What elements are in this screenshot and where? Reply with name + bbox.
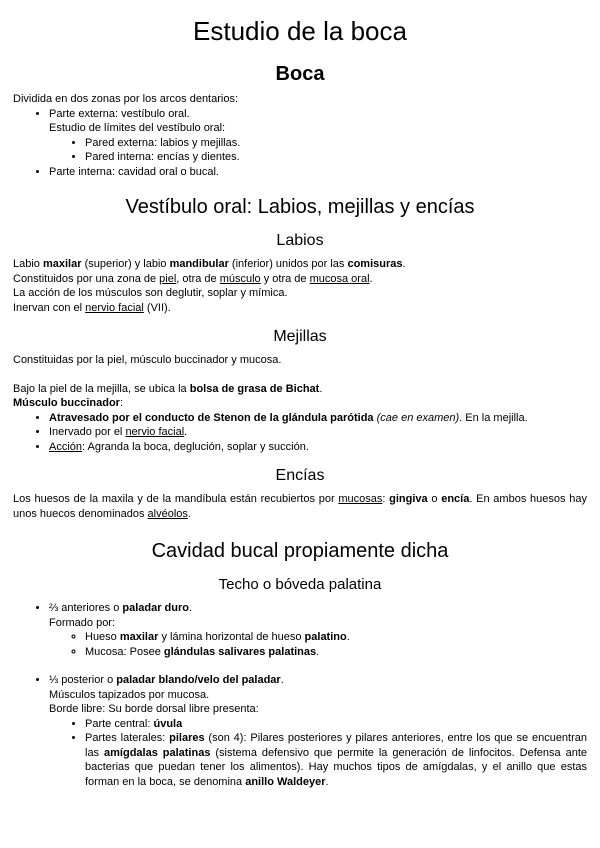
list-item: • Partes laterales: pilares (son 4): Pilares posteriores y pilares anteriores, entre los que se encuentran las amígdalas palatinas (sistema defensivo que permite la generación de linfocitos. Defensa ante bacterias que puedan tener los alimentos). Hay muchos tipos de amígdalas, y el anillo que estas forman en la boca, se denomina anillo Waldeyer. — [85, 731, 587, 789]
list-item: ◦ Mucosa: Posee glándulas salivares palatinas. — [85, 645, 587, 660]
list-item-subtext: Músculos tapizados por mucosa. — [49, 688, 210, 701]
subsection-heading-encias: Encías — [275, 467, 325, 484]
paladar-duro-sublist — [49, 630, 587, 659]
subsection-heading-techo: Techo o bóveda palatina — [218, 576, 382, 593]
section-heading-vestibulo: Vestíbulo oral: Labios, mejillas y encías — [125, 196, 475, 218]
labios-line-2: Constituidos por una zona de piel, otra de músculo y otra de mucosa oral. — [13, 272, 373, 285]
section-heading-cavidad: Cavidad bucal propiamente dicha — [151, 540, 449, 562]
techo-list-1 — [13, 601, 587, 659]
boca-intro: Dividida en dos zonas por los arcos dentarios: — [13, 93, 239, 105]
list-item-subtext: Borde libre: Su borde dorsal libre presenta: — [49, 703, 259, 715]
buccinador-list — [13, 411, 587, 455]
subsection-heading-labios: Labios — [276, 232, 324, 249]
labios-line-1: Labio maxilar (superior) y labio mandibular (inferior) unidos por las comisuras. — [13, 258, 406, 270]
list-item: • Acción: Agranda la boca, deglución, soplar y succión. — [49, 440, 587, 455]
mejillas-line-3: Músculo buccinador: — [13, 397, 124, 409]
section-heading-boca: Boca — [275, 63, 325, 85]
encias-paragraph: Los huesos de la maxila y de la mandíbula están recubiertos por mucosas: gingiva o encía. En ambos huesos hay unos huecos denominados alvéolos. — [13, 493, 587, 520]
list-item: • ⅔ anteriores o paladar duro. Formado por: ◦ Hueso maxilar y lámina horizontal de hueso palatino. ◦ Mucosa: Posee glándulas salivares palatinas. — [49, 601, 587, 659]
list-item: • Pared interna: encías y dientes. — [85, 150, 587, 165]
list-item-subtext: Estudio de límites del vestíbulo oral: — [49, 122, 226, 134]
mejillas-line-1: Constituidas por la piel, músculo buccinador y mucosa. — [13, 354, 282, 366]
techo-list-2 — [13, 673, 587, 789]
list-item: ◦ Hueso maxilar y lámina horizontal de hueso palatino. — [85, 630, 587, 645]
mejillas-line-2: Bajo la piel de la mejilla, se ubica la bolsa de grasa de Bichat. — [13, 382, 323, 395]
list-item: • Pared externa: labios y mejillas. — [85, 136, 587, 151]
list-item: • Parte central: úvula — [85, 717, 587, 732]
list-item: • Inervado por el nervio facial. — [49, 425, 587, 440]
labios-line-3: La acción de los músculos son deglutir, soplar y mímica. — [13, 287, 288, 299]
list-item: • Parte interna: cavidad oral o bucal. — [49, 165, 587, 180]
list-item-subtext: Formado por: — [49, 616, 116, 629]
document-title: Estudio de la boca — [193, 16, 407, 46]
boca-sublist — [49, 136, 587, 165]
list-item: • Parte externa: vestíbulo oral. Estudio de límites del vestíbulo oral: • Pared externa: labios y mejillas. • Pared interna: encías y dientes. — [49, 107, 587, 165]
list-item: • Atravesado por el conducto de Stenon de la glándula parótida (cae en examen). En la mejilla. — [49, 411, 587, 426]
list-item: • ⅓ posterior o paladar blando/velo del paladar. Músculos tapizados por mucosa. Borde libre: Su borde dorsal libre presenta: • Parte central: úvula • Partes laterales: pilares (son 4): Pilares posteriores y pilares anteriores, entre los que se encuentran las amígdalas palatinas (sistema defensivo que permite la generación de linfocitos. Defensa ante bacterias que puedan tener los alimentos). Hay muchos tipos de amígdalas, y el anillo que estas forman en la boca, se denomina anillo Waldeyer. — [49, 673, 587, 789]
subsection-heading-mejillas: Mejillas — [273, 328, 327, 345]
paladar-blando-sublist — [49, 717, 587, 790]
boca-list — [13, 107, 587, 180]
labios-line-4: Inervan con el nervio facial (VII). — [13, 301, 171, 314]
